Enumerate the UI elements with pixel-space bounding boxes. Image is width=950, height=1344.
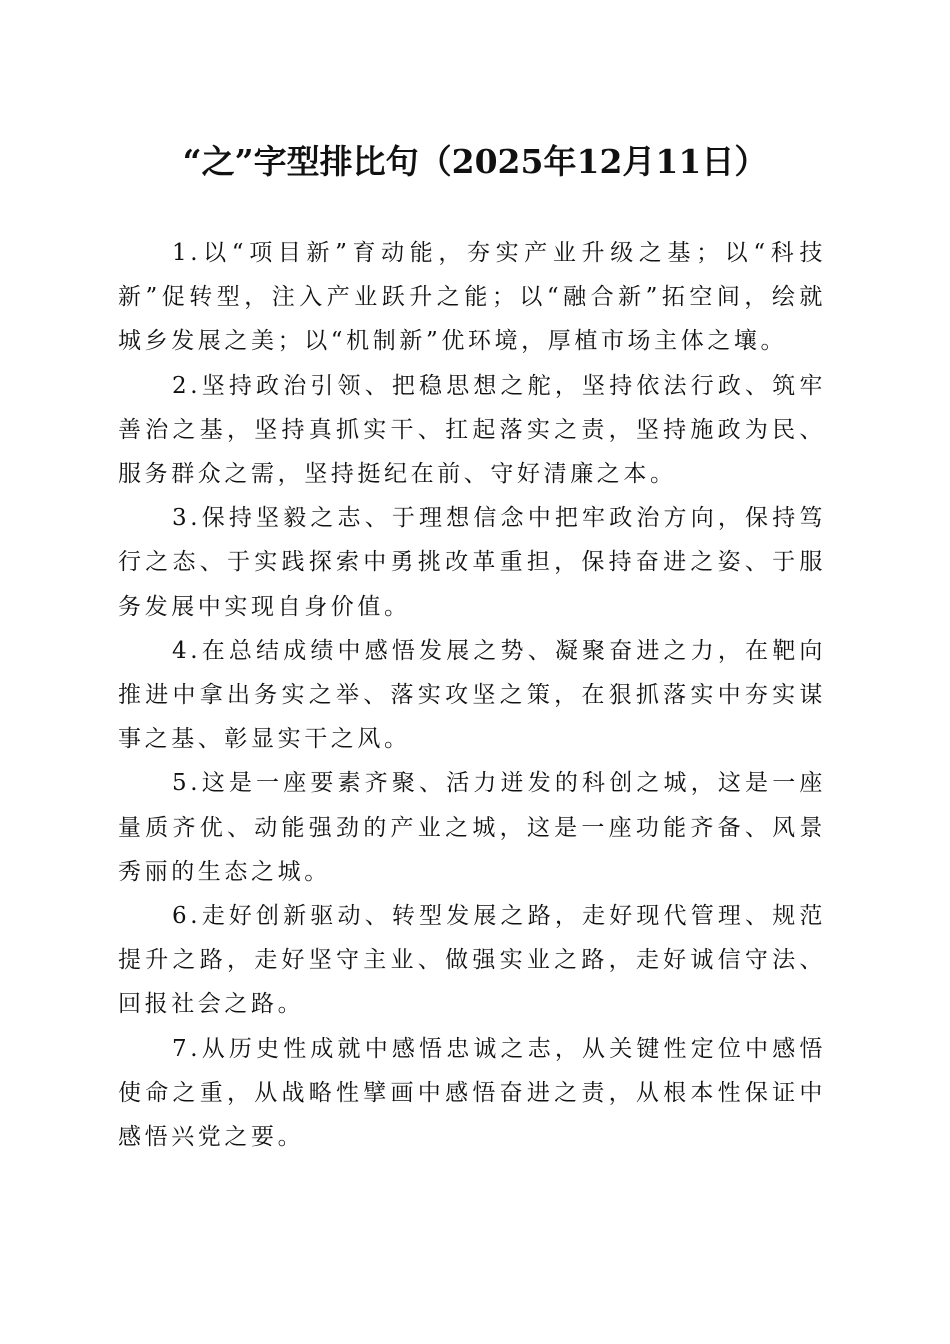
document-title: “之”字型排比句（2025年12月11日） <box>182 142 768 181</box>
paragraph-5: 5.这是一座要素齐聚、活力迸发的科创之城，这是一座量质齐优、动能强劲的产业之城，这是一座功能齐备、风景秀丽的生态之城。 <box>118 770 826 885</box>
paragraph-3: 3.保持坚毅之志、于理想信念中把牢政治方向，保持笃行之态、于实践探索中勇挑改革重担，保持奋进之姿、于服务发展中实现自身价值。 <box>118 505 826 620</box>
paragraph-6: 6.走好创新驱动、转型发展之路，走好现代管理、规范提升之路，走好坚守主业、做强实业之路，走好诚信守法、回报社会之路。 <box>118 903 826 1018</box>
paragraph-7: 7.从历史性成就中感悟忠诚之志，从关键性定位中感悟使命之重，从战略性擘画中感悟奋进之责，从根本性保证中感悟兴党之要。 <box>118 1035 826 1151</box>
paragraph-1: 1.以“项目新”育动能，夯实产业升级之基；以“科技新”促转型，注入产业跃升之能；以“融合新”拓空间，绘就城乡发展之美；以“机制新”优环境，厚植市场主体之壤。 <box>118 240 826 355</box>
paragraph-2: 2.坚持政治引领、把稳思想之舵，坚持依法行政、筑牢善治之基，坚持真抓实干、扛起落实之责，坚持施政为民、服务群众之需，坚持挺纪在前、守好清廉之本。 <box>118 372 826 488</box>
document-body <box>118 231 826 1159</box>
paragraph-4: 4.在总结成绩中感悟发展之势、凝聚奋进之力，在靶向推进中拿出务实之举、落实攻坚之策，在狠抓落实中夯实谋事之基、彰显实干之风。 <box>118 637 826 753</box>
